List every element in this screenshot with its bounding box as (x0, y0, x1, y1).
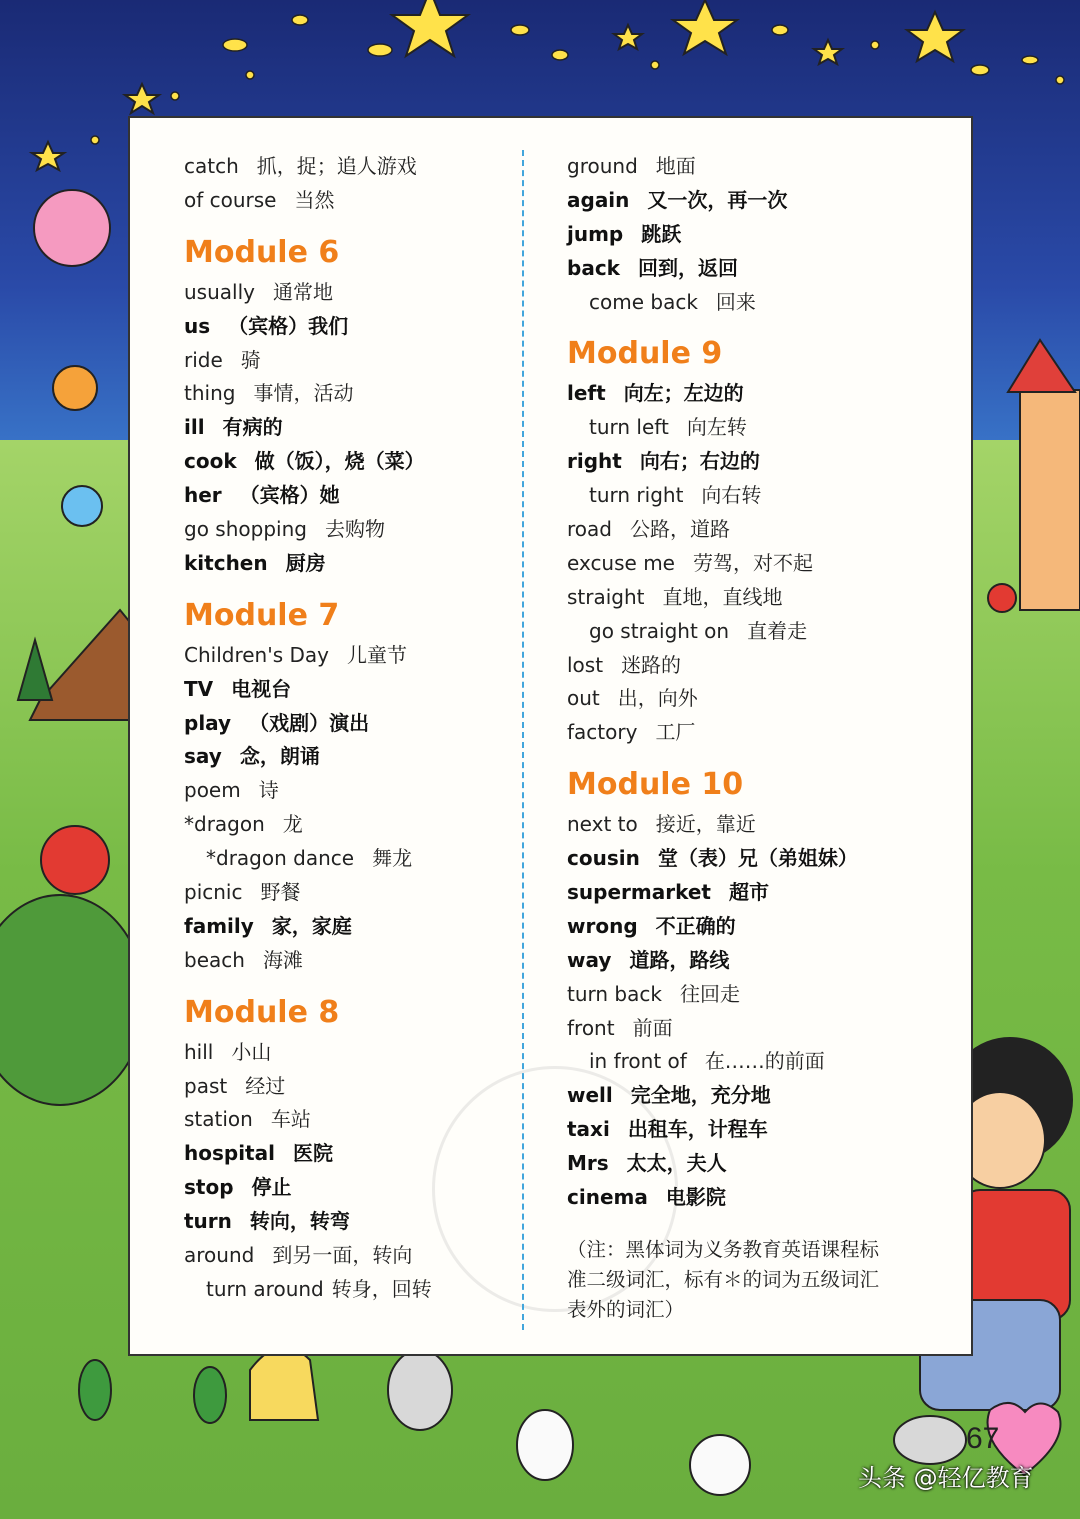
vocab-english: past (184, 1073, 228, 1098)
vocab-chinese: （戏剧）演出 (249, 710, 370, 735)
vocab-english: say (184, 744, 222, 769)
vocab-chinese: 向左转 (686, 415, 747, 440)
vocab-entry (567, 1079, 897, 1113)
vocab-chinese: 事情，活动 (253, 381, 354, 406)
star-icon (907, 12, 963, 61)
vocab-entry (184, 411, 514, 445)
vocab-entry (567, 649, 897, 683)
page-number: 67 (966, 1422, 1000, 1455)
vocab-chinese: 去购物 (324, 517, 385, 542)
orange-balloon-icon (53, 366, 97, 410)
vocab-chinese: 到另一面，转向 (272, 1243, 413, 1268)
vocab-chinese: 电影院 (665, 1185, 726, 1210)
vocab-entry (567, 581, 897, 615)
vocab-english: go shopping (184, 517, 307, 542)
vocab-entry (184, 944, 514, 978)
vocab-english: turn back (567, 981, 662, 1006)
vocab-chinese: 太太，夫人 (626, 1151, 727, 1176)
vocab-chinese: 向右；右边的 (639, 449, 760, 474)
vocab-chinese: 转向，转弯 (249, 1209, 350, 1234)
vocab-english: right (567, 449, 622, 474)
vocab-english: usually (184, 279, 255, 304)
apple-icon (41, 826, 109, 894)
vocab-chinese: 电视台 (231, 676, 292, 701)
vocab-english: out (567, 686, 600, 711)
vocab-entry (567, 842, 897, 876)
vocab-english: cousin (567, 846, 640, 871)
left-intro-words (184, 150, 514, 218)
vocab-chinese: 舞龙 (372, 846, 413, 871)
vocab-entry (184, 445, 514, 479)
vocab-entry (567, 377, 897, 411)
vocab-entry (184, 740, 514, 774)
vocab-chinese: 在……的前面 (704, 1049, 825, 1074)
vocab-chinese: 接近，靠近 (655, 812, 756, 837)
vocab-chinese: 停止 (251, 1175, 292, 1200)
vocab-entry (184, 774, 514, 808)
module-9-heading: Module 9 (567, 336, 723, 372)
vocab-english: lost (567, 652, 604, 677)
vocab-entry (184, 707, 514, 741)
vocab-chinese: 厨房 (285, 550, 326, 575)
vocab-chinese: 抓，捉；追人游戏 (256, 154, 417, 178)
right-intro-words (567, 150, 897, 319)
vocab-entry (184, 910, 514, 944)
module-9-word-list (567, 377, 897, 750)
vocab-entry (567, 910, 897, 944)
vocab-entry (184, 1137, 514, 1171)
vocab-english: turn (184, 1209, 232, 1234)
column-divider (522, 150, 524, 1330)
vocab-entry (184, 876, 514, 910)
star-icon (814, 40, 842, 64)
vocab-chinese: 前面 (632, 1015, 673, 1040)
vocab-english: again (567, 187, 630, 212)
vocab-chinese: 经过 (245, 1073, 286, 1098)
vocab-entry (567, 1012, 897, 1046)
vocab-english: ill (184, 415, 205, 440)
vocab-entry (567, 716, 897, 750)
vocab-english: taxi (567, 1117, 610, 1142)
vocab-entry (567, 445, 897, 479)
vocab-entry (567, 150, 897, 184)
vocab-chinese: 迷路的 (621, 652, 682, 677)
vocab-chinese: 超市 (728, 880, 769, 905)
vocab-chinese: 劳驾，对不起 (692, 550, 813, 575)
vocab-entry (567, 218, 897, 252)
vocab-entry (567, 286, 897, 320)
vocab-chinese: 回到，返回 (637, 255, 738, 280)
vocab-entry (567, 978, 897, 1012)
module-6-word-list (184, 276, 514, 581)
vocab-english: excuse me (567, 550, 675, 575)
module-8-heading: Module 8 (184, 994, 340, 1030)
right-column (567, 150, 897, 1325)
vocab-chinese: 做（饭），烧（菜） (254, 449, 425, 474)
vocab-english: road (567, 517, 612, 542)
vocab-entry (184, 1239, 514, 1273)
leaf-icon (79, 1360, 111, 1420)
vocab-chinese: 工厂 (655, 720, 696, 745)
vocab-entry (567, 876, 897, 910)
vocab-entry (567, 808, 897, 842)
vocab-english: way (567, 947, 612, 972)
mouse-illustration (690, 1435, 750, 1495)
vocab-english: TV (184, 676, 214, 701)
vocab-entry (184, 344, 514, 378)
vocab-chinese: 不正确的 (655, 913, 736, 938)
vocab-entry (184, 639, 514, 673)
vocab-chinese: 向左；左边的 (623, 381, 744, 406)
vocab-entry (184, 1070, 514, 1104)
vocab-chinese: 出租车，计程车 (627, 1117, 768, 1142)
vocab-entry (184, 842, 514, 876)
vocab-english: turn right (589, 483, 684, 508)
vocab-entry (184, 276, 514, 310)
vocab-english: supermarket (567, 880, 711, 905)
vocab-english: beach (184, 947, 245, 972)
vocab-english: kitchen (184, 550, 268, 575)
vocab-chinese: 骑 (240, 347, 261, 372)
vocab-entry (567, 1045, 897, 1079)
vocab-entry (567, 1181, 897, 1215)
vocab-english: family (184, 913, 254, 938)
vocab-entry (567, 513, 897, 547)
vocab-chinese: 又一次，再一次 (647, 187, 788, 212)
vocab-entry (567, 184, 897, 218)
star-icon (125, 84, 159, 113)
star-icon (392, 0, 468, 56)
vocab-english: her (184, 483, 222, 508)
vocab-chinese: 向右转 (701, 483, 762, 508)
vocab-english: catch (184, 154, 239, 178)
vocab-english: front (567, 1015, 615, 1040)
vocab-chinese: 直地，直线地 (662, 584, 783, 609)
vocab-entry (184, 1103, 514, 1137)
bush-illustration (0, 895, 145, 1105)
vocab-chinese: 念，朗诵 (239, 744, 320, 769)
cheese-icon (250, 1347, 318, 1420)
vocab-entry (184, 1273, 514, 1307)
module-7-word-list (184, 639, 514, 978)
vocab-chinese: 诗 (258, 778, 279, 803)
vocab-chinese: 回来 (715, 289, 756, 314)
mouse-illustration (388, 1350, 452, 1430)
pine-tree-icon (18, 640, 52, 700)
vocab-english: hospital (184, 1141, 275, 1166)
vocab-entry (184, 513, 514, 547)
footnote: （注：黑体词为义务教育英语课程标准二级词汇，标有＊的词为五级词汇表外的词汇） (567, 1237, 880, 1321)
module-10-heading: Module 10 (567, 767, 744, 803)
vocab-english: Children's Day (184, 642, 329, 667)
vocab-english: play (184, 710, 232, 735)
leaf-icon (194, 1367, 226, 1423)
vocab-chinese: 道路，路线 (629, 947, 730, 972)
vocab-chinese: 儿童节 (346, 642, 407, 667)
castle-illustration (1008, 340, 1080, 610)
vocab-english: of course (184, 187, 277, 212)
vocab-entry (184, 547, 514, 581)
vocab-entry (184, 310, 514, 344)
vocab-chinese: 通常地 (272, 279, 333, 304)
vocab-entry (184, 1205, 514, 1239)
vocab-english: left (567, 381, 606, 406)
vocab-english: poem (184, 778, 241, 803)
vocab-chinese: 野餐 (260, 880, 301, 905)
vocab-entry (184, 377, 514, 411)
vocab-english: come back (589, 289, 698, 314)
module-7-heading: Module 7 (184, 597, 340, 633)
vocab-entry (184, 1171, 514, 1205)
mouse-illustration (894, 1416, 966, 1464)
vocab-english: in front of (589, 1049, 687, 1074)
vocab-chinese: 龙 (282, 812, 303, 837)
vocab-chinese: 海滩 (262, 947, 303, 972)
vocab-entry (567, 252, 897, 286)
vocab-chinese: 往回走 (679, 981, 740, 1006)
apple-icon (988, 584, 1016, 612)
vocab-english: go straight on (589, 618, 730, 643)
vocab-english: thing (184, 381, 236, 406)
vocab-english: Mrs (567, 1151, 609, 1176)
vocab-english: *dragon dance (206, 846, 355, 871)
vocab-entry (184, 479, 514, 513)
vocab-entry (567, 479, 897, 513)
vocab-chinese: 医院 (292, 1141, 333, 1166)
vocab-english: jump (567, 221, 624, 246)
left-column (184, 150, 514, 1307)
vocab-english: stop (184, 1175, 234, 1200)
vocab-entry (567, 1113, 897, 1147)
vocab-english: well (567, 1083, 613, 1108)
vocab-english: cinema (567, 1185, 648, 1210)
vocab-english: ride (184, 347, 223, 372)
vocab-english: wrong (567, 913, 638, 938)
star-icon (614, 25, 642, 49)
blue-balloon-icon (62, 486, 102, 526)
vocab-chinese: 家，家庭 (271, 913, 352, 938)
vocab-english: back (567, 255, 620, 280)
vocab-english: turn left (589, 415, 669, 440)
module-10-word-list (567, 808, 897, 1215)
vocab-entry (184, 673, 514, 707)
vocab-entry (567, 682, 897, 716)
vocab-entry (184, 150, 514, 184)
vocab-english: hill (184, 1039, 214, 1064)
vocab-entry (567, 547, 897, 581)
vocab-chinese: 公路，道路 (629, 517, 730, 542)
vocab-english: picnic (184, 880, 243, 905)
vocab-chinese: 直着走 (747, 618, 808, 643)
vocab-english: factory (567, 720, 638, 745)
vocab-english: turn around (206, 1276, 324, 1301)
vocab-entry (567, 411, 897, 445)
vocab-chinese: 小山 (231, 1039, 272, 1064)
module-8-word-list (184, 1036, 514, 1307)
vocab-chinese: （宾格）我们 (228, 313, 349, 338)
vocab-english: ground (567, 154, 638, 178)
vocab-entry (567, 615, 897, 649)
star-icon (32, 142, 64, 170)
vocab-entry (567, 944, 897, 978)
module-6-heading: Module 6 (184, 234, 340, 270)
vocab-chinese: 当然 (294, 187, 335, 212)
vocab-chinese: 跳跃 (641, 221, 682, 246)
vocab-entry (184, 1036, 514, 1070)
vocab-chinese: 堂（表）兄（弟姐妹） (657, 846, 858, 871)
vocab-chinese: 完全地，充分地 (630, 1083, 771, 1108)
vocab-entry (184, 184, 514, 218)
mouse-illustration (517, 1410, 573, 1480)
vocab-english: us (184, 313, 211, 338)
vocab-english: *dragon (184, 812, 265, 837)
vocab-chinese: （宾格）她 (239, 483, 340, 508)
vocab-chinese: 地面 (655, 154, 696, 178)
source-caption: 头条 @轻亿教育 (858, 1464, 1034, 1492)
vocab-chinese: 转身，回转 (331, 1276, 432, 1301)
vocab-english: around (184, 1243, 255, 1268)
vocab-english: next to (567, 812, 638, 837)
vocab-entry (567, 1147, 897, 1181)
pink-balloon-icon (34, 190, 110, 266)
vocab-entry (184, 808, 514, 842)
vocab-chinese: 车站 (270, 1107, 311, 1132)
vocab-chinese: 出，向外 (617, 686, 698, 711)
vocab-english: station (184, 1107, 253, 1132)
vocab-english: cook (184, 449, 237, 474)
star-icon (673, 0, 737, 54)
vocab-english: straight (567, 584, 645, 609)
vocab-chinese: 有病的 (222, 415, 283, 440)
